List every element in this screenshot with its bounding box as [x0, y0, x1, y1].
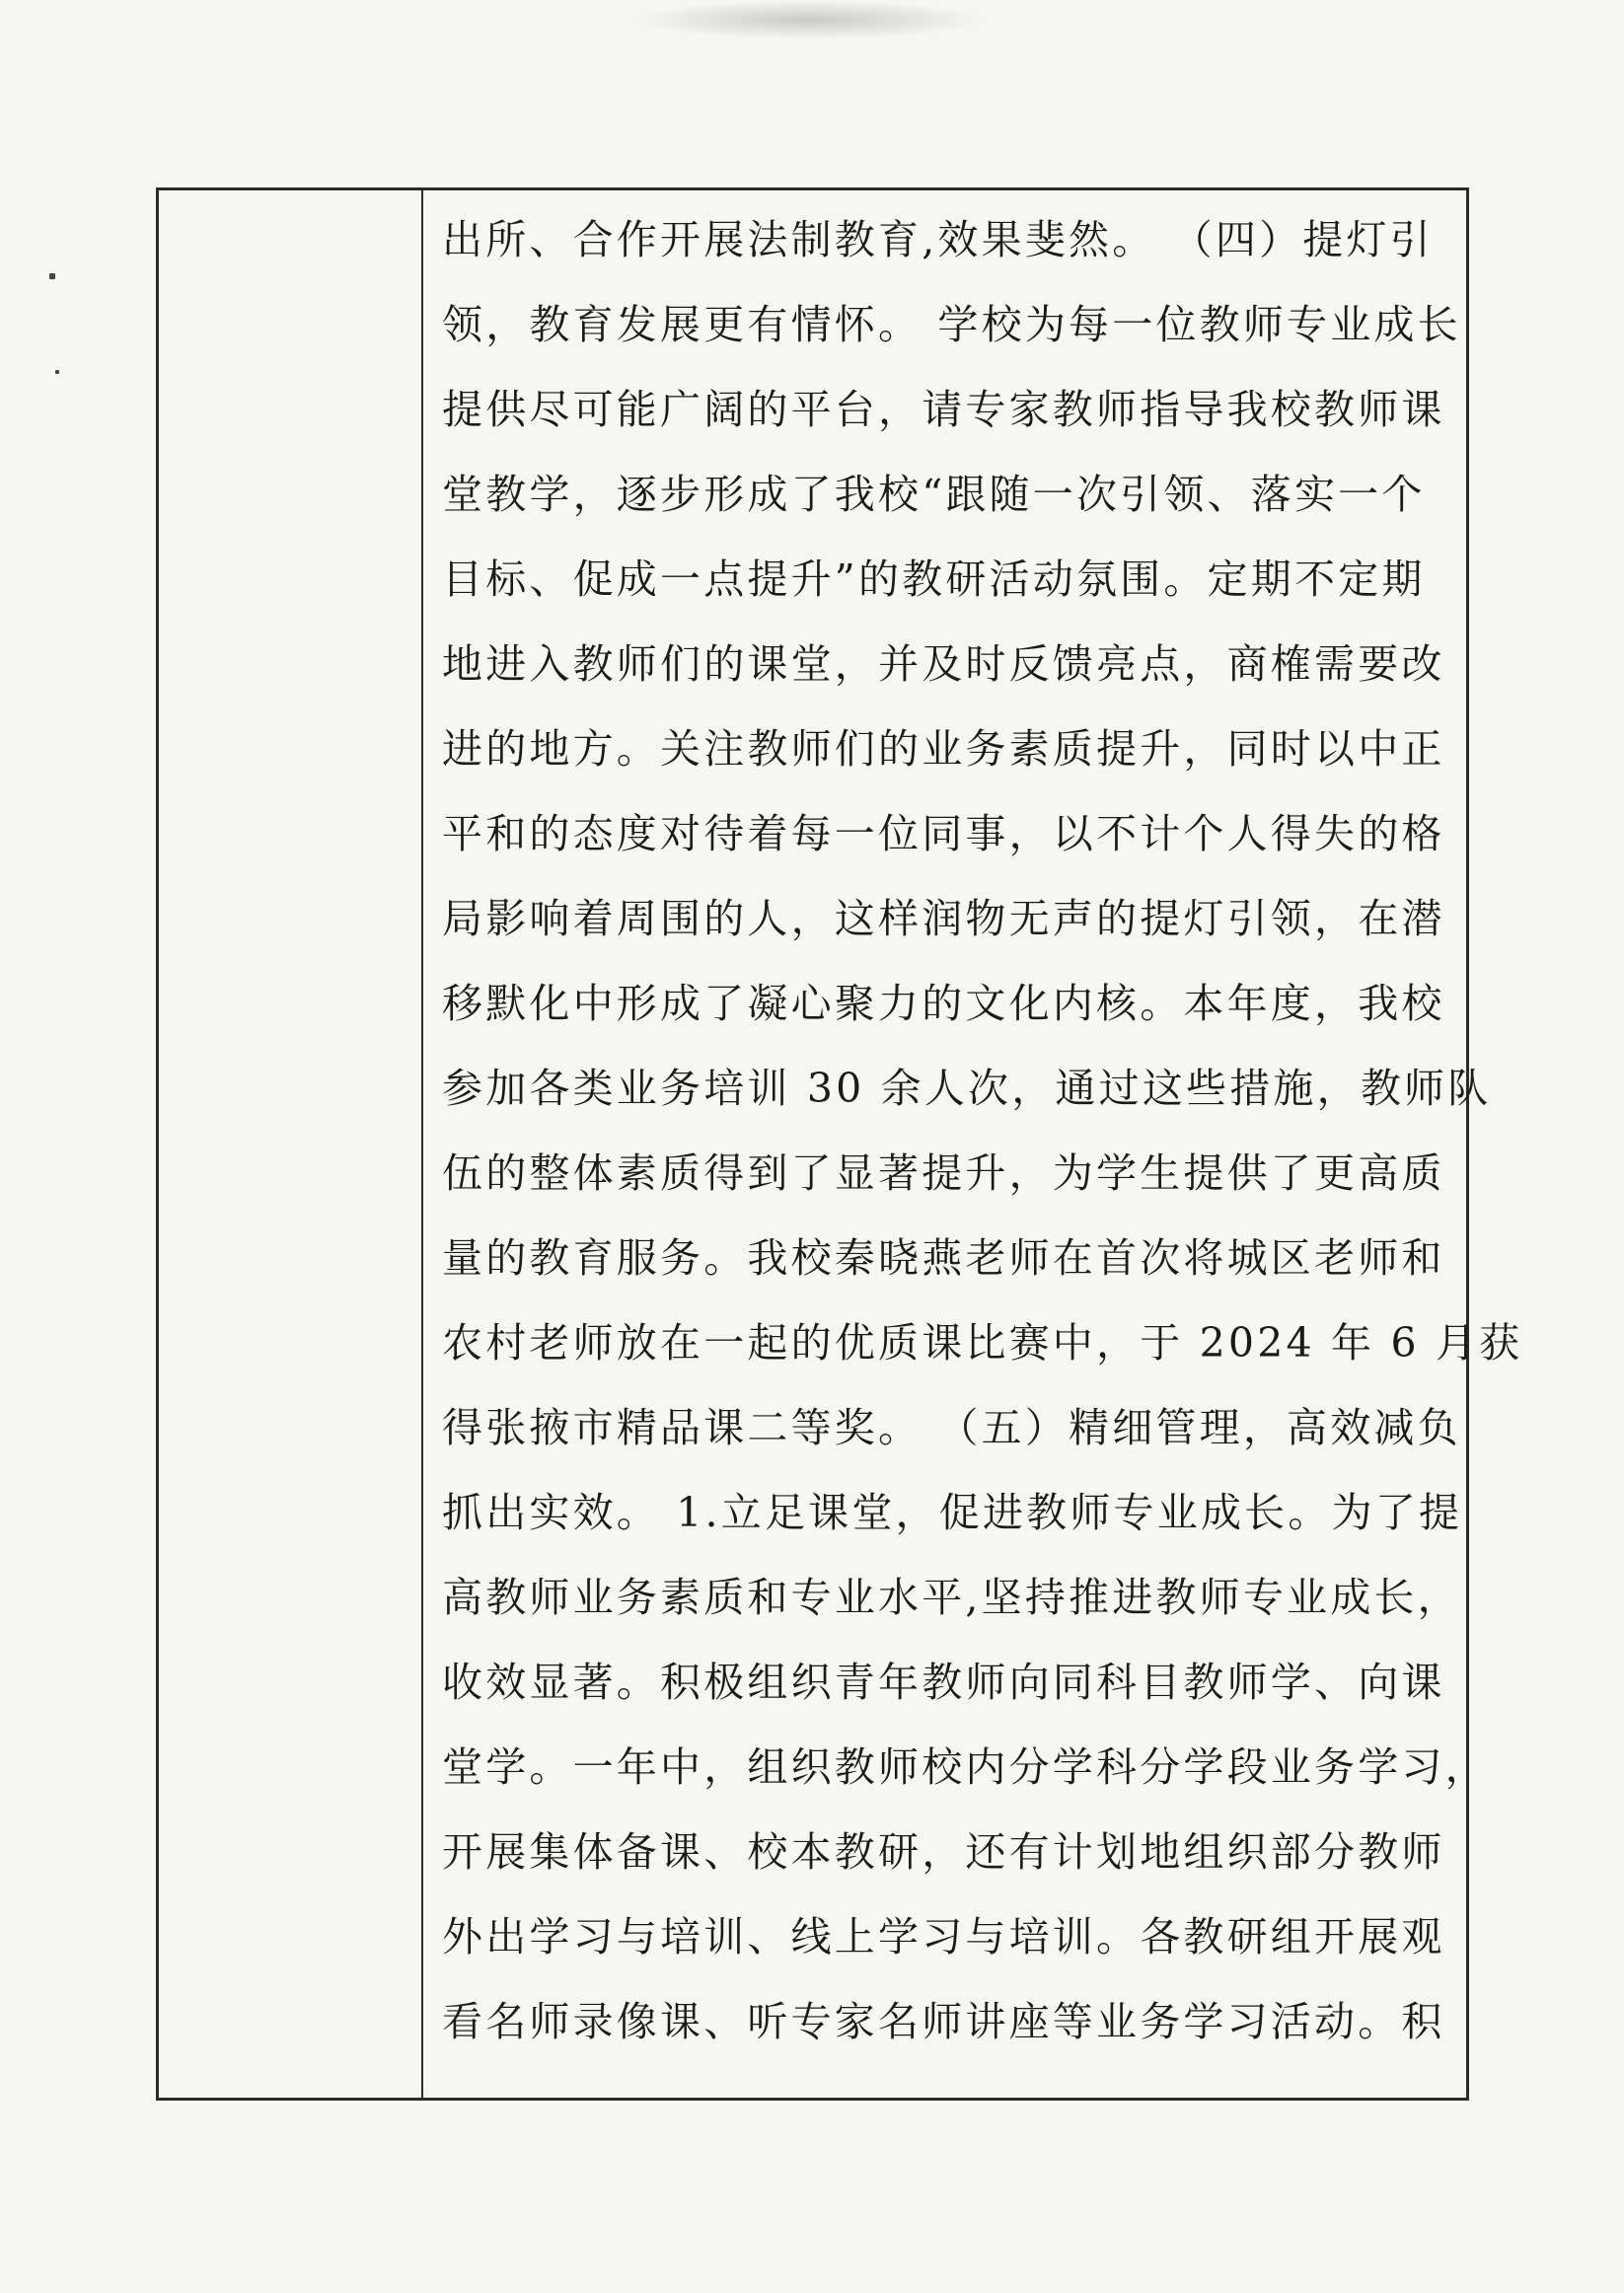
text-line: 移默化中形成了凝心聚力的文化内核。本年度，我校	[442, 980, 1445, 1027]
text-line: 出所、合作开展法制教育,效果斐然。 （四）提灯引	[442, 216, 1434, 263]
table-left-cell	[159, 190, 423, 2098]
text-line: 进的地方。关注教师们的业务素质提升，同时以中正	[442, 725, 1445, 773]
text-line: 看名师录像课、听专家名师讲座等业务学习活动。积	[442, 1998, 1445, 2045]
text-line: 堂教学，逐步形成了我校“跟随一次引领、落实一个	[442, 471, 1426, 518]
text-line: 目标、促成一点提升”的教研活动氛围。定期不定期	[442, 555, 1426, 603]
scan-dot	[55, 370, 59, 374]
scan-smudge	[631, 0, 987, 39]
text-line: 参加各类业务培训 30 余人次，通过这些措施，教师队	[442, 1065, 1492, 1112]
text-line: 开展集体备课、校本教研，还有计划地组织部分教师	[442, 1828, 1445, 1876]
text-line: 高教师业务素质和专业水平,坚持推进教师专业成长，	[442, 1574, 1461, 1621]
text-line: 抓出实效。 1.立足课堂，促进教师专业成长。为了提	[442, 1489, 1463, 1536]
text-line: 领，教育发展更有情怀。 学校为每一位教师专业成长	[442, 301, 1461, 348]
text-line: 堂学。一年中，组织教师校内分学科分学段业务学习，	[442, 1743, 1489, 1791]
text-line: 地进入教师们的课堂，并及时反馈亮点，商榷需要改	[442, 640, 1445, 688]
text-line: 得张掖市精品课二等奖。 （五）精细管理，高效减负	[442, 1404, 1461, 1451]
text-line: 提供尽可能广阔的平台，请专家教师指导我校教师课	[442, 386, 1445, 433]
scan-dot	[49, 273, 55, 279]
text-line: 外出学习与培训、线上学习与培训。各教研组开展观	[442, 1913, 1445, 1960]
text-line: 平和的态度对待着每一位同事，以不计个人得失的格	[442, 810, 1445, 857]
text-line: 局影响着周围的人，这样润物无声的提灯引领，在潜	[442, 895, 1445, 942]
text-line: 量的教育服务。我校秦晓燕老师在首次将城区老师和	[442, 1234, 1445, 1282]
text-line: 农村老师放在一起的优质课比赛中，于 2024 年 6 月获	[442, 1319, 1523, 1367]
text-line: 收效显著。积极组织青年教师向同科目教师学、向课	[442, 1659, 1445, 1706]
text-line: 伍的整体素质得到了显著提升，为学生提供了更高质	[442, 1149, 1445, 1197]
